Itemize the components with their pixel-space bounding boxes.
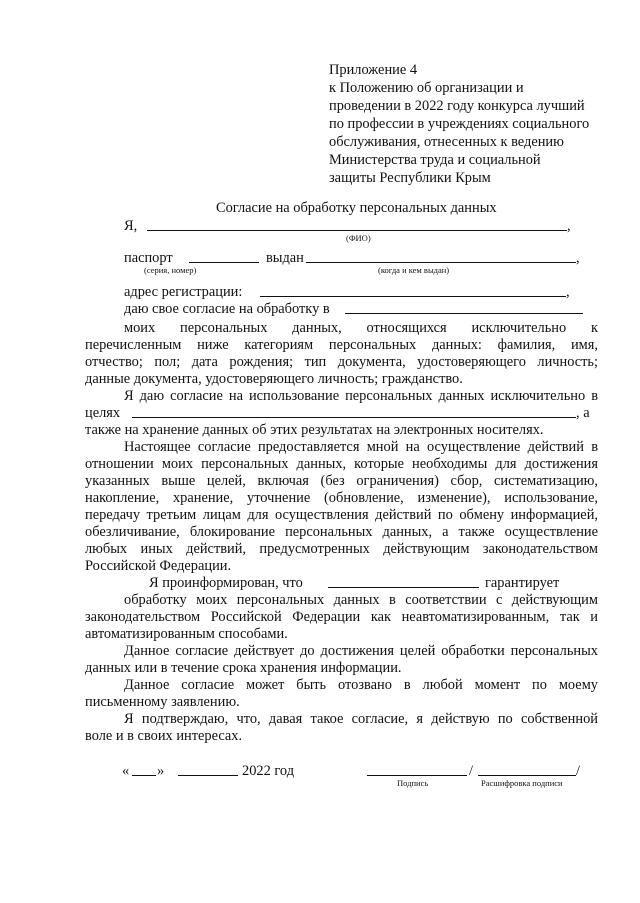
appendix-line: к Положению об организации и <box>329 80 524 96</box>
series-caption: (серия, номер) <box>144 265 197 275</box>
paragraph-line: гарантирует <box>485 575 560 591</box>
paragraph-line: воле и в своих интересах. <box>85 728 243 744</box>
paragraph-line: отчество; пол; дата рождения; тип документа, удостоверяющего личность; <box>85 354 598 370</box>
paragraph-line: накопление, хранение, уточнение (обновление, изменение), использование, <box>85 490 598 506</box>
date-quote-open: « <box>122 763 130 779</box>
comma: , <box>566 284 570 300</box>
passport-issued-field[interactable] <box>306 262 576 263</box>
issued-caption: (когда и кем выдан) <box>378 265 450 275</box>
paragraph-line: Данное согласие действует до достижения целей обработки персональных <box>124 643 598 659</box>
signature-field[interactable] <box>367 775 467 776</box>
paragraph-line: письменному заявлению. <box>85 694 240 710</box>
paragraph-line: Данное согласие может быть отозвано в любой момент по моему <box>124 677 598 693</box>
appendix-line: Министерства труда и социальной <box>329 152 541 168</box>
operator-field[interactable] <box>328 587 479 588</box>
paragraph-line: Я даю согласие на использование персональных данных исключительно в <box>124 388 598 404</box>
paragraph-line: любых иных действий, предусмотренных действующим законодательством <box>85 541 598 557</box>
comma: , <box>576 250 580 266</box>
paragraph-line: Я подтверждаю, что, давая такое согласие, я действую по собственной <box>124 711 598 727</box>
paragraph-line: также на хранение данных об этих результатах на электронных носителях. <box>85 422 544 438</box>
day-field[interactable] <box>132 775 156 776</box>
organization-field[interactable] <box>345 313 583 314</box>
paragraph-line: законодательством Российской Федерации как неавтоматизированным, так и <box>85 609 598 625</box>
slash: / <box>469 763 473 779</box>
paragraph-line: отношении моих персональных данных, которые необходимы для достижения <box>85 456 598 472</box>
document-title: Согласие на обработку персональных данных <box>216 200 497 216</box>
paragraph-line: , а <box>576 405 590 421</box>
paragraph-line: Настоящее согласие предоставляется мной на осуществление действий в <box>124 439 598 455</box>
paragraph-line: моих персональных данных, относящихся исключительно к <box>124 320 598 336</box>
consent-to-label: даю свое согласие на обработку в <box>124 301 330 317</box>
date-quote-close: » <box>157 763 165 779</box>
paragraph-line: данные документа, удостоверяющего личность; гражданство. <box>85 371 463 387</box>
appendix-line: проведении в 2022 году конкурса лучший <box>329 98 585 114</box>
decoding-caption: Расшифровка подписи <box>481 778 563 788</box>
paragraph-line: автоматизированным способами. <box>85 626 288 642</box>
year-label: 2022 год <box>242 763 295 779</box>
paragraph-line: обезличивание, блокирование персональных данных, а также осуществление <box>85 524 598 540</box>
appendix-line: обслуживания, отнесенных к ведению <box>329 134 564 150</box>
appendix-line: Приложение 4 <box>329 62 418 78</box>
comma: , <box>567 218 571 234</box>
paragraph-line: передачу третьим лицам для осуществления действий по обмену информацией, <box>85 507 598 523</box>
fio-caption: (ФИО) <box>346 233 371 243</box>
paragraph-line: обработку моих персональных данных в соответствии с действующим <box>124 592 598 608</box>
appendix-line: по профессии в учреждениях социального <box>329 116 590 132</box>
purpose-field[interactable] <box>132 417 576 418</box>
paragraph-line: данных или в течение срока хранения информации. <box>85 660 402 676</box>
passport-label: паспорт <box>124 250 173 266</box>
passport-number-field[interactable] <box>189 262 259 263</box>
paragraph-line: Я проинформирован, что <box>149 575 303 591</box>
paragraph-line: перечисленным ниже категориям персональных данных: фамилия, имя, <box>85 337 598 353</box>
slash: / <box>576 763 580 779</box>
issued-label: выдан <box>266 250 304 266</box>
paragraph-line: целях <box>85 405 121 421</box>
appendix-line: защиты Республики Крым <box>329 170 491 186</box>
signature-caption: Подпись <box>397 778 429 788</box>
signature-decoding-field[interactable] <box>478 775 576 776</box>
fio-field[interactable] <box>147 230 567 231</box>
paragraph-line: указанных выше целей, включая (без ограничения) сбор, систематизацию, <box>85 473 598 489</box>
address-label: адрес регистрации: <box>124 284 243 300</box>
address-field[interactable] <box>260 296 566 297</box>
paragraph-line: Российской Федерации. <box>85 558 232 574</box>
month-field[interactable] <box>178 775 238 776</box>
ya-label: Я, <box>124 218 138 234</box>
